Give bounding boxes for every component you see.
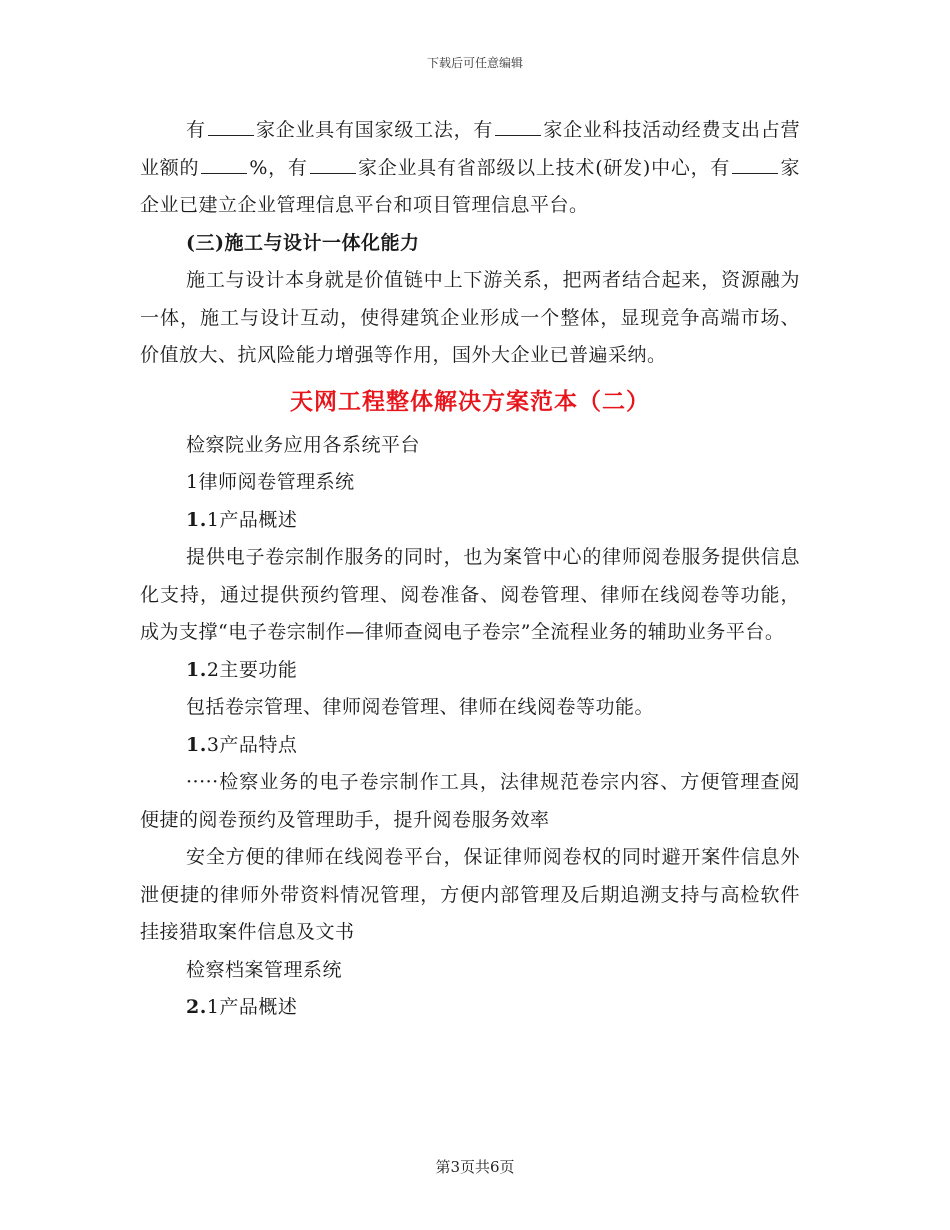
section-heading: (三)施工与设计一体化能力 — [186, 231, 420, 254]
blank-field — [310, 157, 356, 174]
line-system-2: 检察档案管理系统 — [186, 958, 343, 981]
section-number: 1. — [186, 508, 207, 531]
line-system-1: 1律师阅卷管理系统 — [186, 471, 355, 493]
text-fragment: 家企业具有省部级以上技术(研发)中心，有 — [357, 156, 731, 179]
paragraph-overview: 提供电子卷宗制作服务的同时，也为案管中心的律师阅卷服务提供信息化支持，通过提供预约管理、阅卷准备、阅卷管理、律师在线阅卷等功能，成为支撑“电子卷宗制作—律师查阅电子卷宗”全流程业务的辅助业务平台。 — [140, 546, 800, 643]
text-fragment: 有 — [186, 119, 206, 141]
subheading-text: 1产品概述 — [206, 508, 298, 531]
page-header: 下载后可任意编辑 — [426, 56, 523, 70]
paragraph-features-1: ·····检察业务的电子卷宗制作工具，法律规范卷宗内容、方便管理查阅便捷的阅卷预约及管理助手，提升阅卷服务效率 — [140, 771, 800, 831]
subheading-1-3 — [140, 727, 800, 765]
subheading-1-2 — [140, 652, 800, 690]
subheading-2-1 — [140, 989, 800, 1027]
section-number: 2. — [186, 996, 207, 1018]
paragraph-enterprise-stats — [140, 112, 800, 225]
line-platform: 检察院业务应用各系统平台 — [186, 433, 421, 456]
page-footer: 第3页共6页 — [435, 1158, 515, 1176]
blank-field — [732, 157, 778, 174]
section-number: 1. — [186, 658, 207, 681]
blank-field — [201, 157, 247, 174]
subheading-1-1 — [140, 502, 800, 540]
paragraph-functions: 包括卷宗管理、律师阅卷管理、律师在线阅卷等功能。 — [186, 696, 655, 718]
paragraph-features-2: 安全方便的律师在线阅卷平台，保证律师阅卷权的同时避开案件信息外泄便捷的律师外带资料情况管理，方便内部管理及后期追溯支持与高检软件挂接猎取案件信息及文书 — [140, 846, 800, 943]
blank-field — [495, 119, 541, 136]
paragraph-construction-design: 施工与设计本身就是价值链中上下游关系，把两者结合起来，资源融为一体，施工与设计互动，使得建筑企业形成一个整体，显现竞争高端市场、价值放大、抗风险能力增强等作用，国外大企业已普遍采纳。 — [140, 269, 800, 366]
document-body — [140, 112, 800, 1027]
text-fragment: %，有 — [249, 156, 308, 179]
blank-field — [208, 119, 254, 136]
text-fragment: 家企业已建立企业管理信息平台和项目管理信息平台。 — [140, 156, 800, 216]
subheading-text: 3产品特点 — [206, 733, 298, 756]
subheading-text: 2主要功能 — [206, 658, 298, 681]
text-fragment: 家企业具有国家级工法，有 — [255, 119, 494, 141]
subheading-text: 1产品概述 — [206, 996, 298, 1018]
section-number: 1. — [186, 733, 207, 756]
document-title: 天网工程整体解决方案范本（二） — [290, 387, 650, 415]
text-fragment: 家企业科技活动经费支出占营业额的 — [140, 119, 800, 179]
